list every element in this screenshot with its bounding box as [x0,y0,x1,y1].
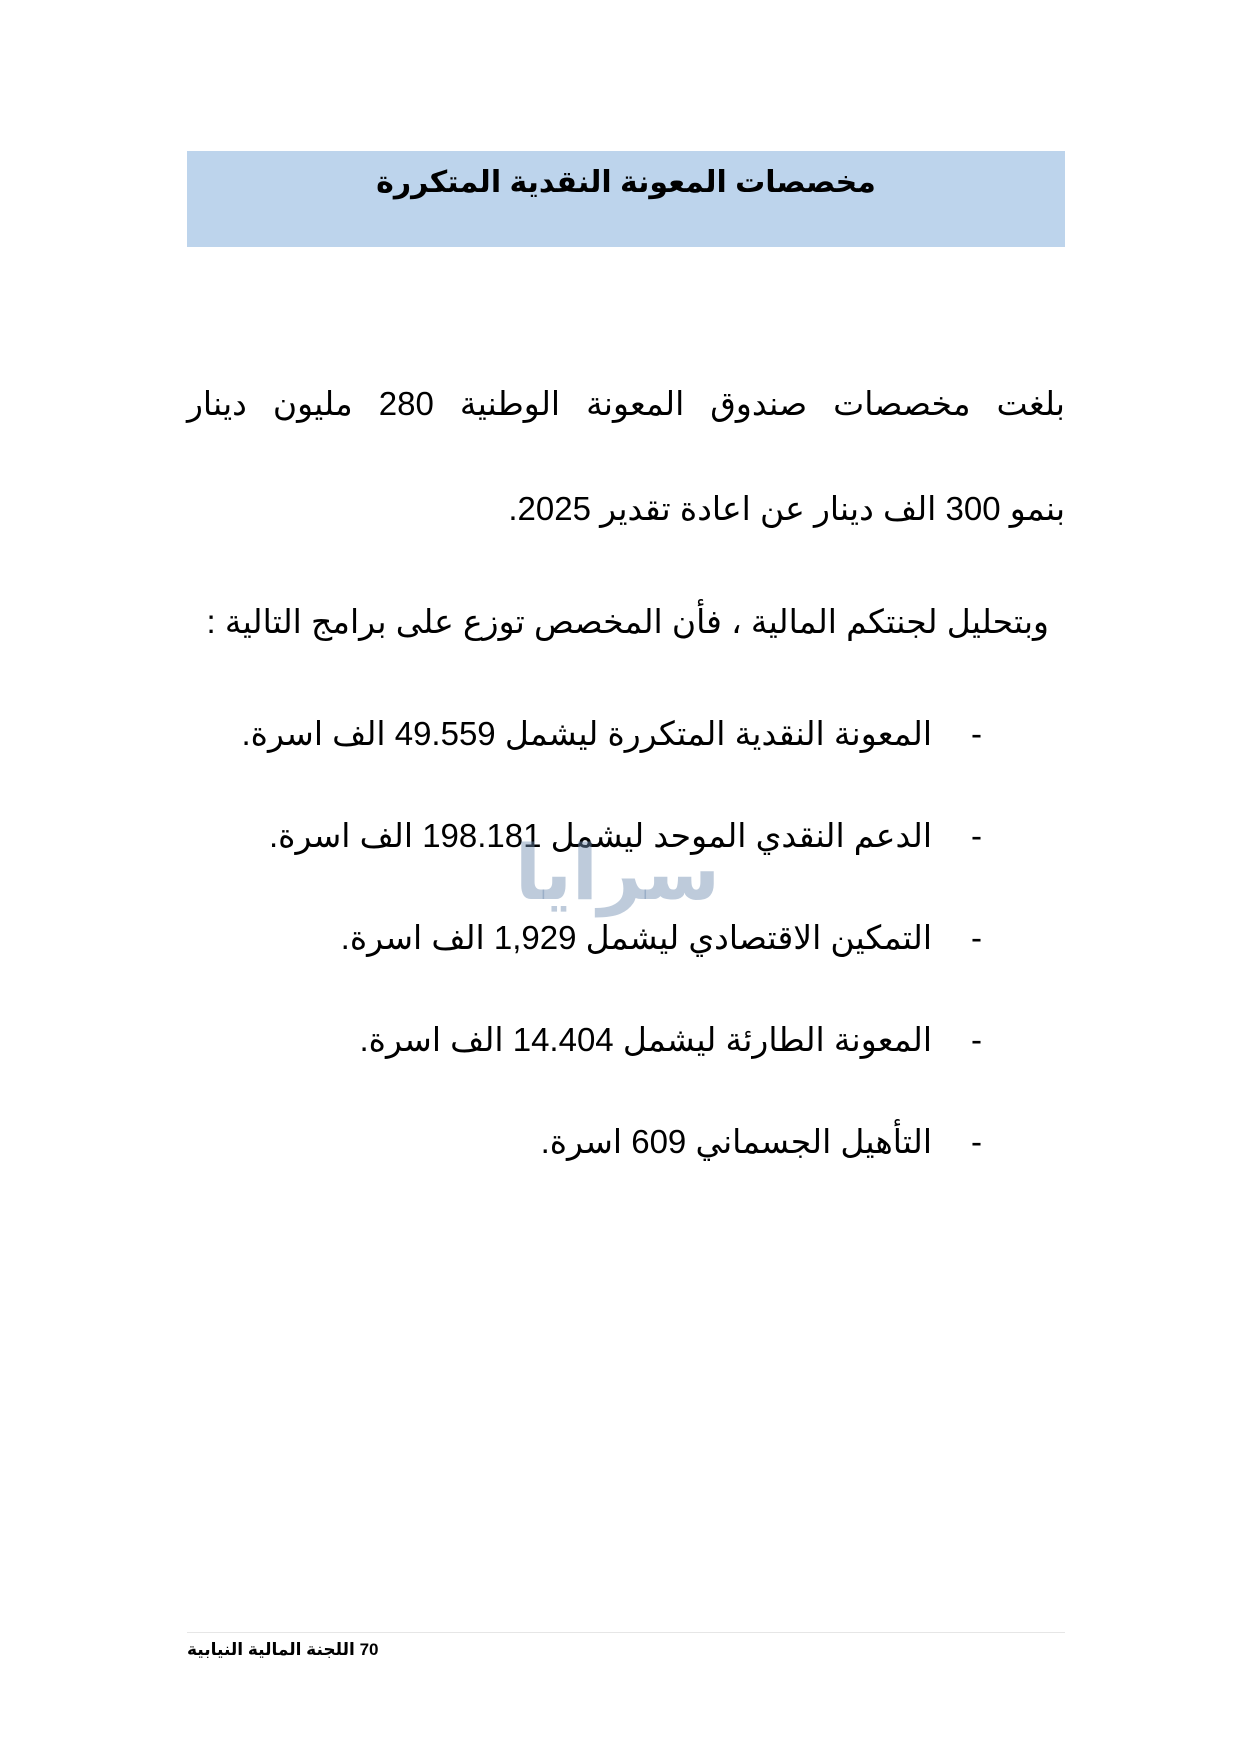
list-item-text: التأهيل الجسماني 609 اسرة. [540,1123,932,1160]
list-item-text: التمكين الاقتصادي ليشمل 1,929 الف اسرة. [340,919,932,956]
paragraph-distribution-intro: وبتحليل لجنتكم المالية ، فأن المخصص توزع على برامج التالية : [206,603,1049,640]
list-item-text: المعونة الطارئة ليشمل 14.404 الف اسرة. [359,1021,932,1058]
program-list [187,712,982,1222]
footer-divider [187,1632,1065,1633]
page-title: مخصصات المعونة النقدية المتكررة [376,166,876,199]
watermark-logo: سرايا [514,831,720,916]
bullet-marker: - [971,919,982,956]
bullet-marker: - [971,1021,982,1058]
paragraph-growth: بنمو 300 الف دينار عن اعادة تقدير 2025. [508,490,1065,527]
list-item [187,916,982,1018]
list-item-text: المعونة النقدية المتكررة ليشمل 49.559 الف اسرة. [241,715,932,752]
list-item [187,1018,982,1120]
list-item [187,712,982,814]
paragraph-allocation: بلغت مخصصات صندوق المعونة الوطنية 280 مليون دينار [187,385,1065,422]
bullet-marker: - [971,817,982,854]
footer-label: اللجنة المالية النيابية [187,1640,355,1659]
list-item [187,1120,982,1222]
page-number: 70 [359,1640,379,1659]
bullet-marker: - [971,715,982,752]
page-footer [187,1638,1065,1662]
title-band [187,151,1065,247]
list-item [187,814,982,916]
bullet-marker: - [971,1123,982,1160]
list-item-text: الدعم النقدي الموحد ليشمل 198.181 الف اسرة. [268,817,932,854]
